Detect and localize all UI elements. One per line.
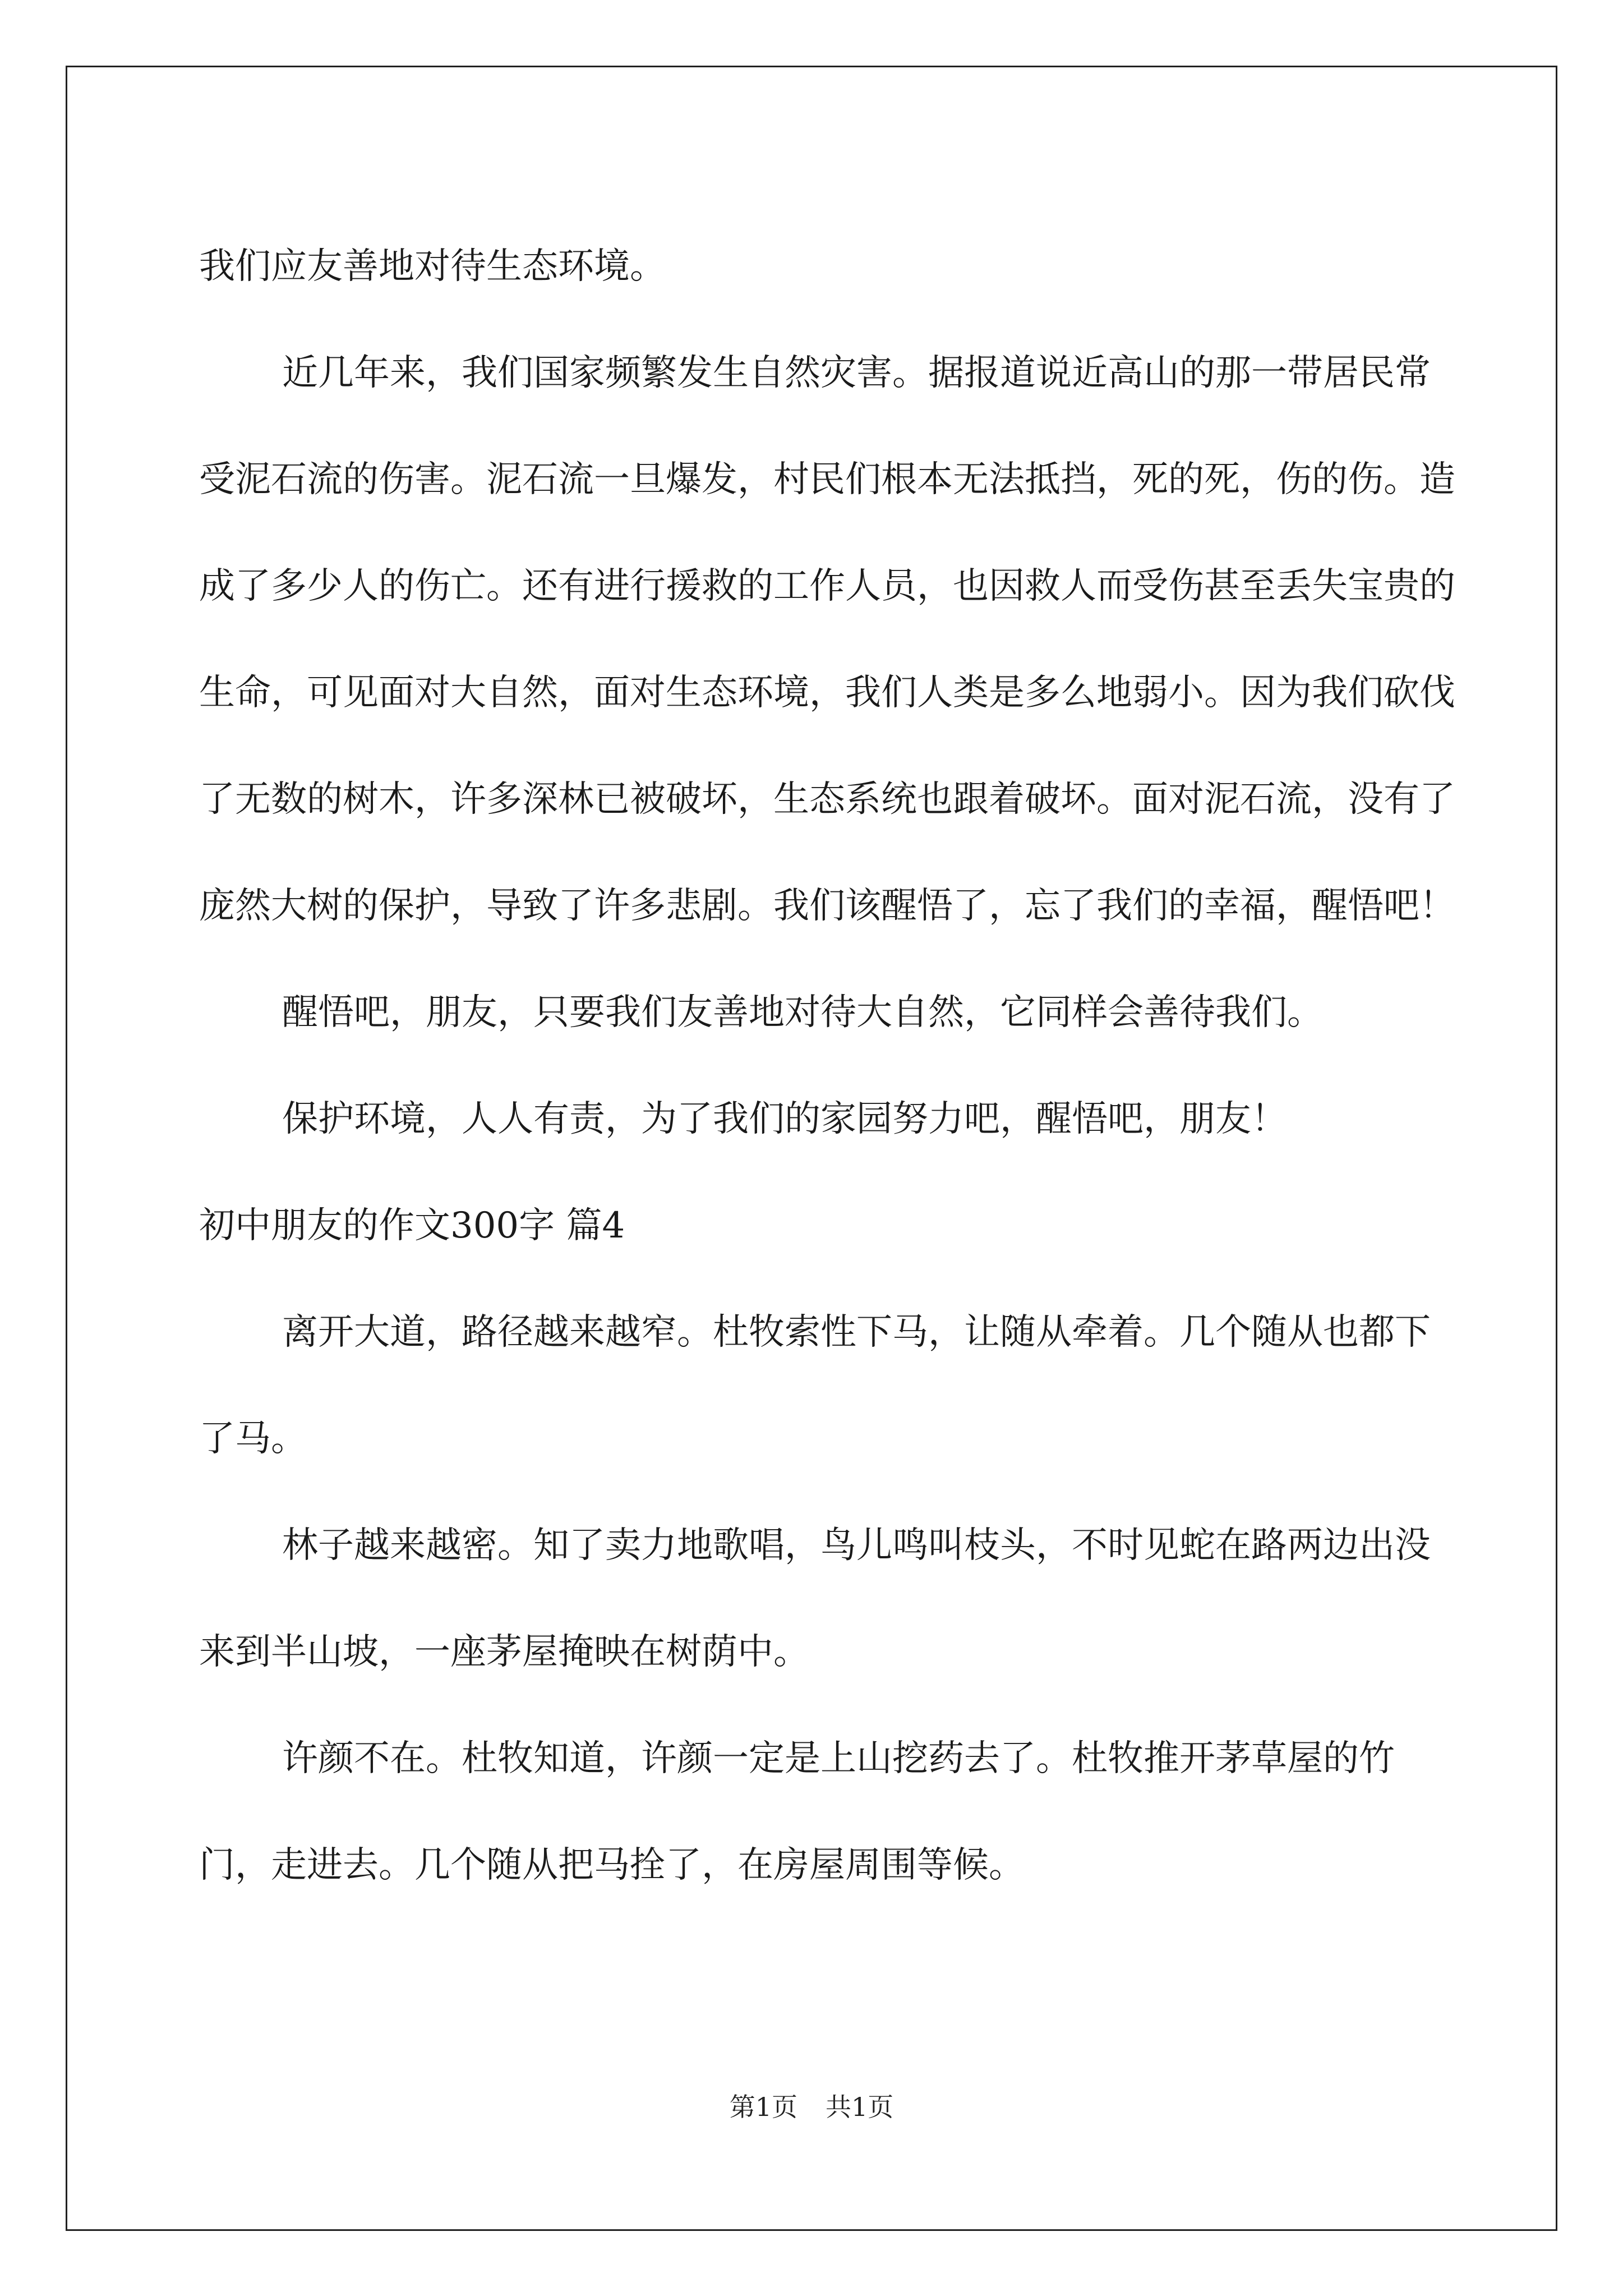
paragraph: 近几年来，我们国家频繁发生自然灾害。据报道说近高山的那一带居民常受泥石流的伤害。泥石流一旦爆发，村民们根本无法抵挡，死的死，伤的伤。造成了多少人的伤亡。还有进行援救的工作人员，也因救人而受伤甚至丢失宝贵的生命，可见面对大自然，面对生态环境，我们人类是多么地弱小。因为我们砍伐了无数的树木，许多深林已被破坏，生态系统也跟着破坏。面对泥石流，没有了庞然大树的保护，导致了许多悲剧。我们该醒悟了，忘了我们的幸福，醒悟吧！: [199, 352, 1455, 927]
paragraph: 许颜不在。杜牧知道，许颜一定是上山挖药去了。杜牧推开茅草屋的竹门，走进去。几个随从把马拴了，在房屋周围等候。: [199, 1738, 1395, 1886]
section-heading: 初中朋友的作文300字 篇4: [199, 1205, 625, 1246]
page-number: 第1页: [729, 2092, 797, 2122]
paragraph: 醒悟吧，朋友，只要我们友善地对待大自然，它同样会善待我们。: [282, 992, 1323, 1033]
document-body: [199, 213, 1461, 1918]
page-footer: [0, 2087, 1623, 2124]
paragraph: 我们应友善地对待生态环境。: [199, 246, 666, 287]
paragraph: 林子越来越密。知了卖力地歌唱，鸟儿鸣叫枝头，不时见蛇在路两边出没来到半山坡，一座茅屋掩映在树荫中。: [199, 1525, 1431, 1673]
paragraph: 保护环境，人人有责，为了我们的家园努力吧，醒悟吧，朋友！: [282, 1098, 1287, 1140]
paragraph: 离开大道，路径越来越窄。杜牧索性下马，让随从牵着。几个随从也都下了马。: [199, 1312, 1431, 1460]
page-total: 共1页: [826, 2092, 894, 2122]
